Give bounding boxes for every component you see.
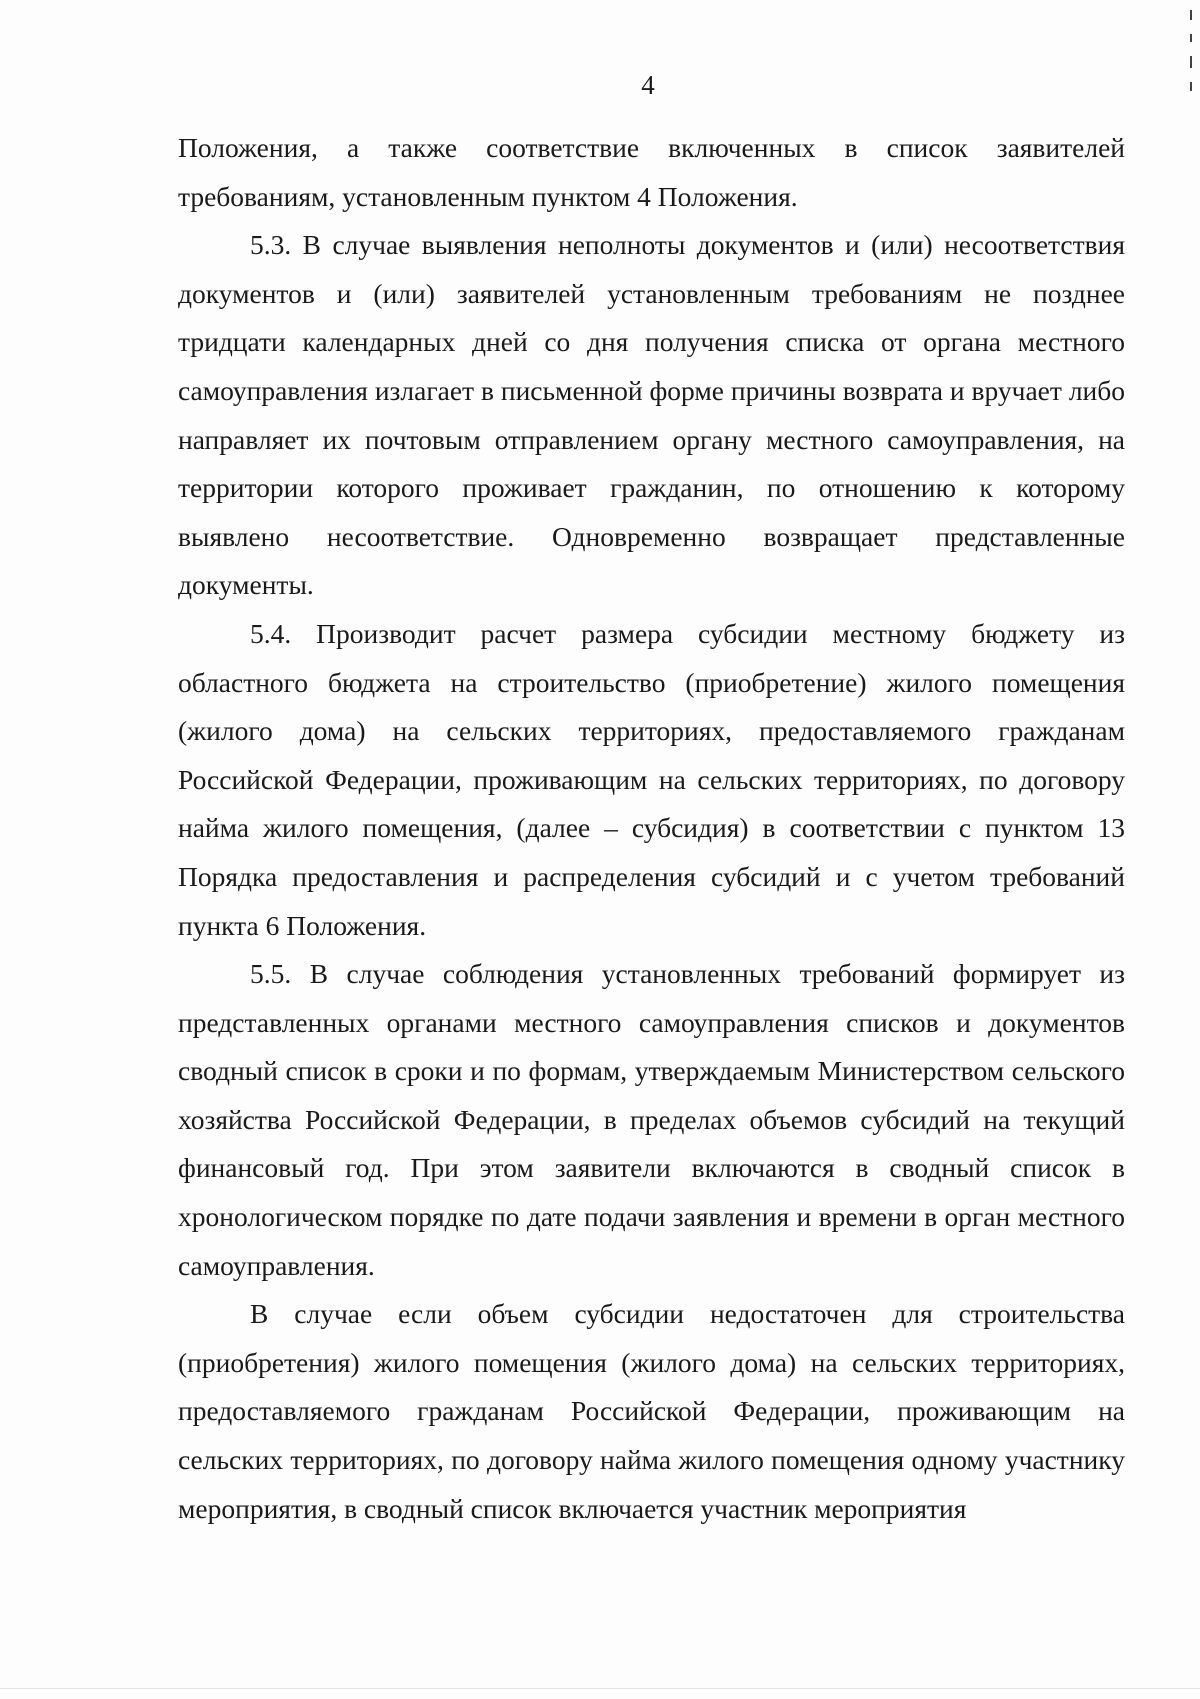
scan-mark: [1190, 56, 1192, 68]
paragraph-5-4: 5.4. Производит расчет размера субсидии местному бюджету из областного бюджета на строительство (приобретение) жилого помещения (жилого дома) на сельских территориях, предоставляемого гражданам Российской Федерации, проживающим на сельских территориях, по договору найма жилого помещения, (далее – субсидия) в соответствии с пунктом 13 Порядка предоставления и распределения субсидий и с учетом требований пункта 6 Положения.: [178, 617, 1125, 941]
paragraph-5-3: 5.3. В случае выявления неполноты документов и (или) несоответствия документов и (или) заявителей установленным требованиям не позднее тридцати календарных дней со дня получения списка от органа местного самоуправления излагает в письменной форме причины возврата и вручает либо направляет их почтовым отправлением органу местного самоуправления, на территории которого проживает гражданин, по отношению к которому выявлено несоответствие. Одновременно возвращает представленные документы.: [178, 229, 1125, 601]
paragraph-continued: Положения, а также соответствие включенных в список заявителей требованиям, установленным пунктом 4 Положения.: [178, 132, 1125, 212]
scan-mark: [1190, 82, 1192, 91]
document-body: [178, 124, 1125, 1533]
scan-bottom-edge: [0, 1688, 1200, 1689]
scan-margin-marks: [1190, 10, 1194, 105]
paragraph-5-5: 5.5. В случае соблюдения установленных требований формирует из представленных органами местного самоуправления списков и документов сводный список в сроки и по формам, утверждаемым Министерством сельского хозяйства Российской Федерации, в пределах объемов субсидий на текущий финансовый год. При этом заявители включаются в сводный список в хронологическом порядке по дате подачи заявления и времени в орган местного самоуправления.: [178, 958, 1125, 1281]
scan-mark: [1190, 34, 1192, 42]
page-number: 4: [641, 70, 655, 100]
paragraph-insufficient-subsidy: В случае если объем субсидии недостаточен для строительства (приобретения) жилого помещения (жилого дома) на сельских территориях, предоставляемого гражданам Российской Федерации, проживающим на сельских территориях, по договору найма жилого помещения одному участнику мероприятия, в сводный список включается участник мероприятия: [178, 1298, 1125, 1524]
scan-mark: [1190, 10, 1192, 20]
